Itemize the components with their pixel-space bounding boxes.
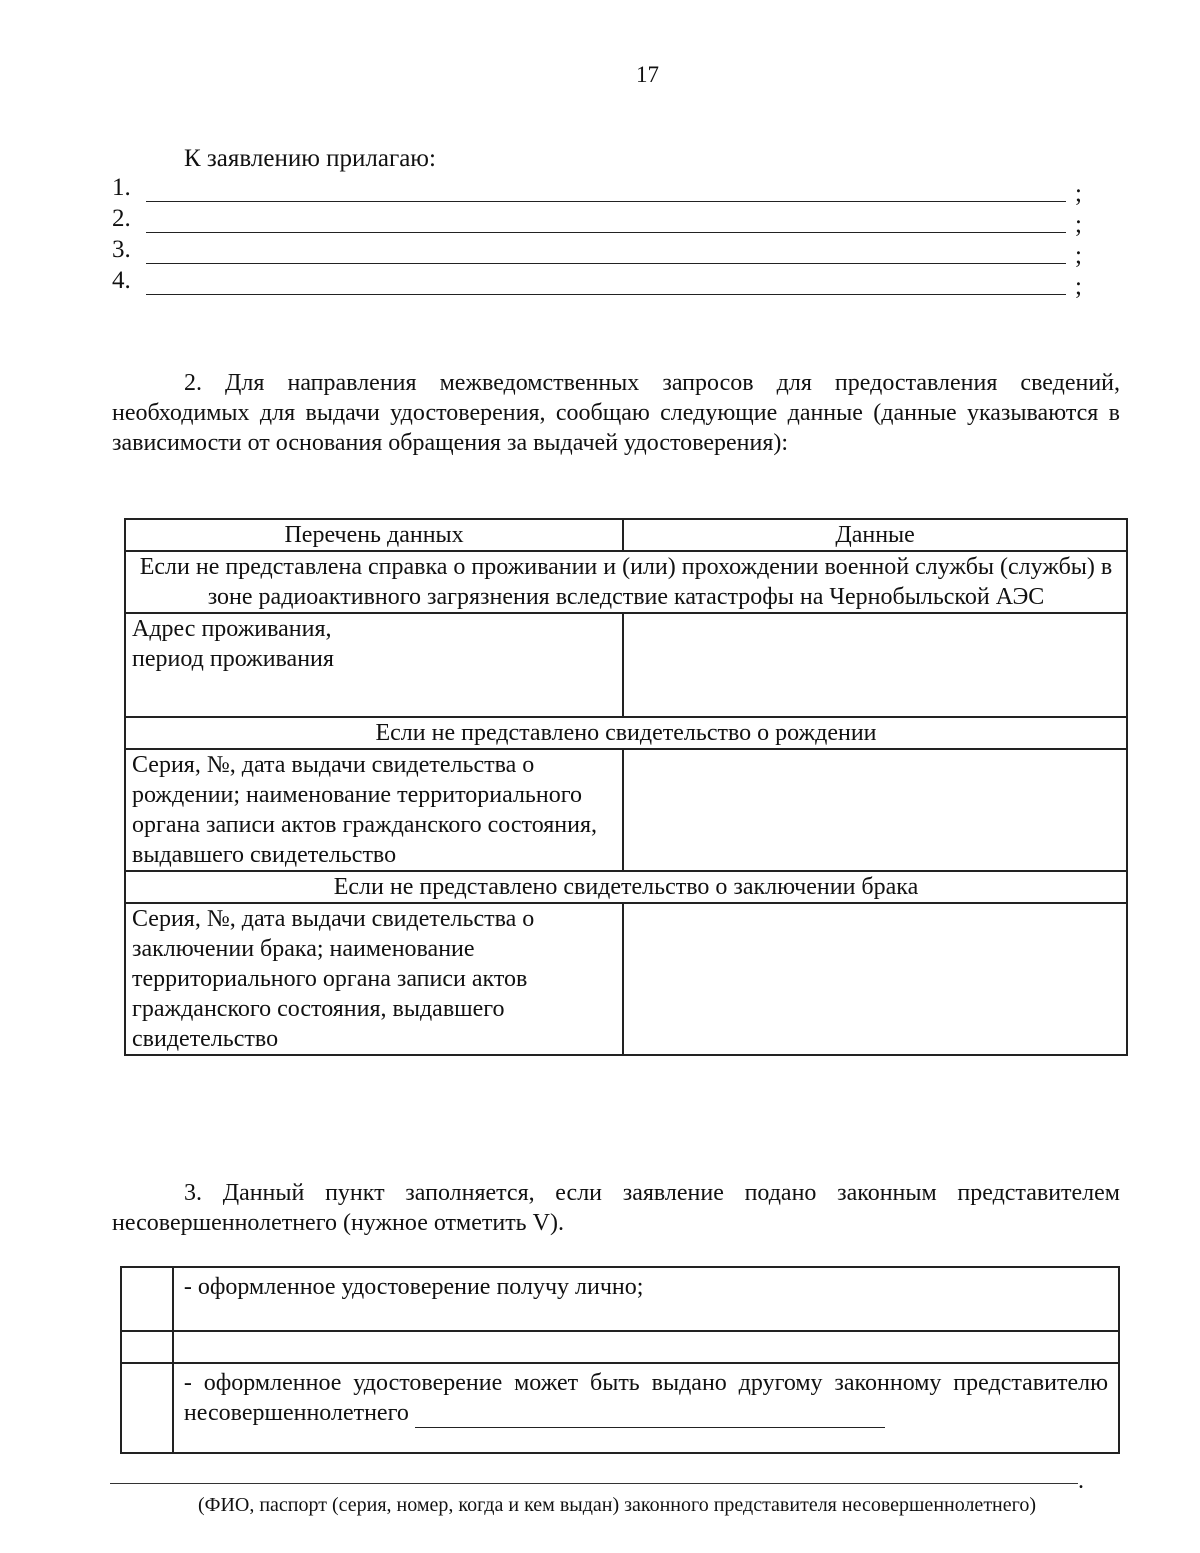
line-end-mark: ; [1075, 180, 1082, 207]
page-number: 17 [636, 62, 659, 87]
line-end-mark: . [1078, 1468, 1084, 1494]
representative-details-caption: (ФИО, паспорт (серия, номер, когда и кем выдан) законного представителя несовершеннолетнего) [198, 1494, 1036, 1516]
checkbox-other-representative[interactable] [121, 1363, 173, 1453]
attachment-line-2[interactable] [112, 205, 1082, 237]
fill-line [146, 201, 1066, 202]
section-2-text: 2. Для направления межведомственных запросов для предоставления сведений, необходимых для выдачи удостоверения, сообщаю следующие данные (данные указываются в зависимости от основания обращения за выдачей удостоверения): [112, 370, 1120, 456]
attachments-title: К заявлению прилагаю: [184, 145, 436, 172]
field-label-birth-certificate: Серия, №, дата выдачи свидетельства о рождении; наименование территориального органа записи актов гражданского состояния, выдавшего свидетельство [125, 749, 623, 871]
attachment-number: 3. [112, 236, 131, 263]
checkbox-receive-personally[interactable] [121, 1267, 173, 1331]
attachment-line-3[interactable] [112, 236, 1082, 268]
checklist-table [120, 1266, 1120, 1454]
option-receive-personally: - оформленное удостоверение получу лично; [173, 1267, 1119, 1331]
section-3-paragraph [112, 1178, 1120, 1238]
fill-line [146, 232, 1066, 233]
section-title-birth: Если не представлено свидетельство о рождении [125, 717, 1127, 749]
field-label-address [125, 613, 623, 717]
representative-name-line[interactable] [415, 1405, 885, 1428]
data-table [124, 518, 1128, 1056]
checklist-spacer-cell [121, 1331, 173, 1363]
section-2-paragraph [112, 368, 1120, 458]
section-title-marriage: Если не представлено свидетельство о заключении брака [125, 871, 1127, 903]
attachment-number: 2. [112, 205, 131, 232]
representative-details-line[interactable] [110, 1483, 1078, 1484]
fill-line [146, 263, 1066, 264]
checklist-spacer-cell [173, 1331, 1119, 1363]
line-end-mark: ; [1075, 211, 1082, 238]
attachment-number: 1. [112, 174, 131, 201]
header-data-values: Данные [623, 519, 1127, 551]
field-value-birth-certificate[interactable] [623, 749, 1127, 871]
field-value-marriage-certificate[interactable] [623, 903, 1127, 1055]
field-label-marriage-certificate: Серия, №, дата выдачи свидетельства о заключении брака; наименование территориального органа записи актов гражданского состояния, выдавшего свидетельство [125, 903, 623, 1055]
section-3-text: 3. Данный пункт заполняется, если заявление подано законным представителем несовершеннолетнего (нужное отметить V). [112, 1180, 1120, 1236]
field-value-address[interactable] [623, 613, 1127, 717]
line-end-mark: ; [1075, 273, 1082, 300]
line-end-mark: ; [1075, 242, 1082, 269]
attachment-line-1[interactable] [112, 174, 1082, 206]
header-data-list: Перечень данных [125, 519, 623, 551]
option-other-representative-text: - оформленное удостоверение может быть выдано другому законному представителю несовершеннолетнего [183, 1370, 1108, 1426]
attachment-line-4[interactable] [112, 267, 1082, 299]
field-label-line: период проживания [132, 646, 334, 672]
field-label-line: Адрес проживания, [132, 616, 332, 642]
attachment-number: 4. [112, 267, 131, 294]
fill-line [146, 294, 1066, 295]
option-other-representative [173, 1363, 1119, 1453]
section-title-chernobyl: Если не представлена справка о проживании и (или) прохождении военной службы (службы) в зоне радиоактивного загрязнения вследствие катастрофы на Чернобыльской АЭС [125, 551, 1127, 613]
